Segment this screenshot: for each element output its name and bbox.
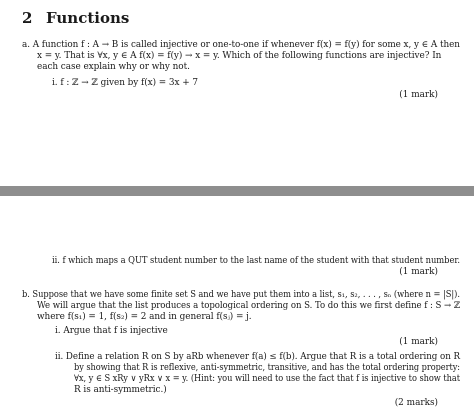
- part-b-item-ii-line-1: ii. Define a relation R on S by aRb whenever f(a) ≤ f(b). Argue that R is a total ordering on R: [55, 352, 461, 362]
- section-title: Functions: [46, 9, 130, 27]
- page-top: [0, 0, 474, 186]
- page-divider: [0, 186, 474, 196]
- part-b-item-i-mark: (1 mark): [399, 337, 438, 347]
- section-number: 2: [22, 9, 33, 27]
- part-b-item-ii-mark: (2 marks): [394, 398, 438, 408]
- part-a-line-3: each case explain why or why not.: [37, 62, 190, 72]
- part-b-item-i: i. Argue that f is injective: [55, 326, 168, 336]
- part-a-line-1: a. A function f : A → B is called injective or one-to-one if whenever f(x) = f(y) for some x, y ∈ A then: [22, 40, 460, 50]
- part-a-line-2: x = y. That is ∀x, y ∈ A f(x) = f(y) → x = y. Which of the following functions are injective? In: [37, 51, 442, 61]
- part-b-item-ii-line-4: R is anti-symmetric.): [74, 385, 167, 395]
- part-b-line-2: We will argue that the list produces a topological ordering on S. To do this we first define f : S → ℤ: [37, 301, 461, 311]
- part-b-line-1: b. Suppose that we have some finite set S and we have put them into a list, s₁, s₂, . . . , sₙ (where n = |S|).: [22, 290, 460, 300]
- part-a-item-i-mark: (1 mark): [399, 90, 438, 100]
- page-bottom: [0, 196, 474, 416]
- part-b-item-ii-line-3: ∀x, y ∈ S xRy ∨ yRx ∨ x = y. (Hint: you will need to use the fact that f is injective to show that: [74, 374, 461, 384]
- part-a-item-ii: ii. f which maps a QUT student number to the last name of the student with that student number.: [52, 256, 460, 266]
- part-a-item-ii-mark: (1 mark): [399, 267, 438, 277]
- part-b-line-3: where f(s₁) = 1, f(s₂) = 2 and in general f(sⱼ) = j.: [37, 312, 252, 322]
- part-b-item-ii-line-2: by showing that R is reflexive, anti-symmetric, transitive, and has the total ordering property:: [74, 363, 460, 373]
- part-a-item-i: i. f : ℤ → ℤ given by f(x) = 3x + 7: [52, 78, 199, 88]
